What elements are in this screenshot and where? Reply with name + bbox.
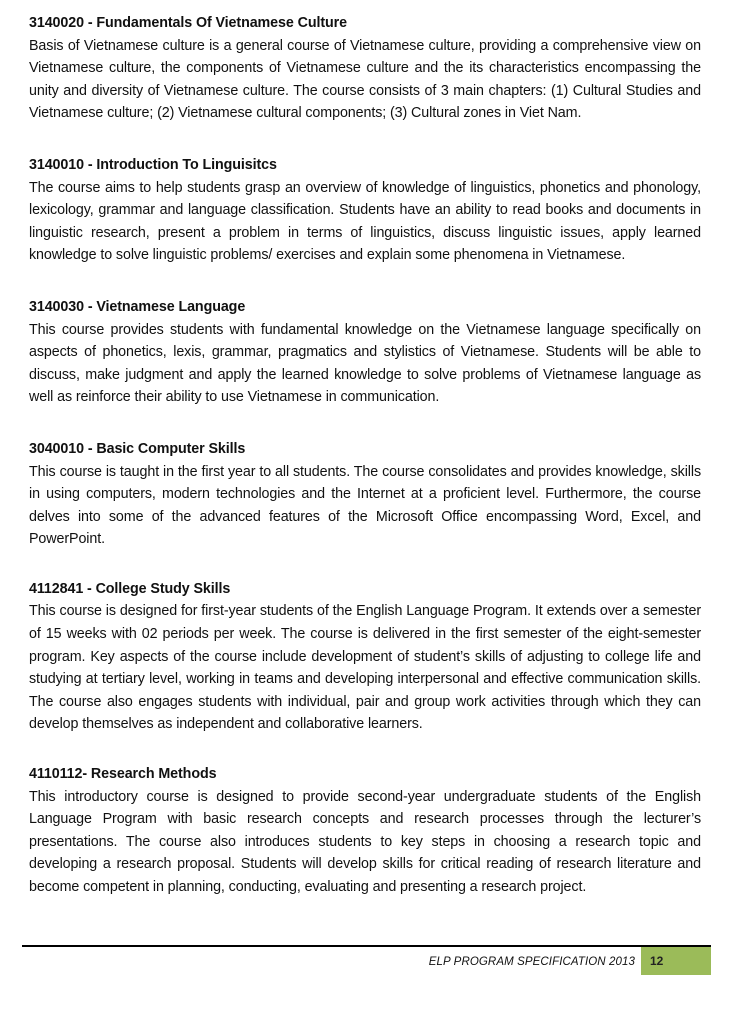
course-description: This course provides students with fundamental knowledge on the Vietnamese language specifically on aspects of phonetics, lexis, grammar, pragmatics and stylistics of Vietnamese. Students will be able to discuss, make judgment and apply the learned knowledge to solve problems of Vietnamese language as well as reinforce their ability to use Vietnamese in communication. [29,321,701,406]
course-block [29,154,701,267]
course-title: 3040010 - Basic Computer Skills [29,440,246,457]
course-description: This introductory course is designed to provide second-year undergraduate students of the English Language Program with basic research concepts and research processes through the lecturer’s presentations. The course also introduces students to key steps in choosing a research topic and developing a research proposal. Students will develop skills for critical reading of research literature and become competent in planning, conducting, evaluating and presenting a research project. [29,788,701,895]
page-number-box [641,947,711,975]
course-block [29,12,701,125]
course-title: 3140010 - Introduction To Linguisitcs [29,156,277,173]
course-block [29,296,701,409]
course-description: This course is taught in the first year to all students. The course consolidates and provides knowledge, skills in using computers, modern technologies and the Internet at a proficient level. Furthermore, the course delves into some of the advanced features of the Microsoft Office encompassing Word, Excel, and PowerPoint. [29,463,701,548]
footer-divider [22,945,711,947]
page-number: 12 [650,954,664,968]
course-title: 4112841 - College Study Skills [29,580,231,597]
course-description: Basis of Vietnamese culture is a general course of Vietnamese culture, providing a comprehensive view on Vietnamese culture, the components of Vietnamese culture and the its characteristics encompassing the unity and diversity of Vietnamese culture. The course consists of 3 main chapters: (1) Cultural Studies and Vietnamese culture; (2) Vietnamese cultural components; (3) Cultural zones in Viet Nam. [29,37,701,122]
course-block [29,438,701,551]
course-title: 4110112- Research Methods [29,766,217,783]
footer-spec-label: ELP PROGRAM SPECIFICATION 2013 [428,956,635,968]
course-title: 3140020 - Fundamentals Of Vietnamese Culture [29,15,347,31]
document-page [29,12,701,899]
course-title: 3140030 - Vietnamese Language [29,298,246,315]
course-description: This course is designed for first-year students of the English Language Program. It extends over a semester of 15 weeks with 02 periods per week. The course is delivered in the first semester of the eight-semester program. Key aspects of the course include development of student’s skills of adjusting to college life and studying at tertiary level, working in teams and developing interpersonal and effective communication skills. The course also engages students with individual, pair and group work activities through which they can develop themselves as independent and collaborative learners. [29,603,701,733]
course-block [29,578,701,736]
course-block [29,763,701,899]
course-description: The course aims to help students grasp an overview of knowledge of linguistics, phonetics and phonology, lexicology, grammar and language classification. Students have an ability to read books and documents in linguistic research, present a problem in terms of linguistics, discuss linguistic issues, apply learned knowledge to solve linguistic problems/ exercises and explain some phenomena in Vietnamese. [29,179,701,264]
